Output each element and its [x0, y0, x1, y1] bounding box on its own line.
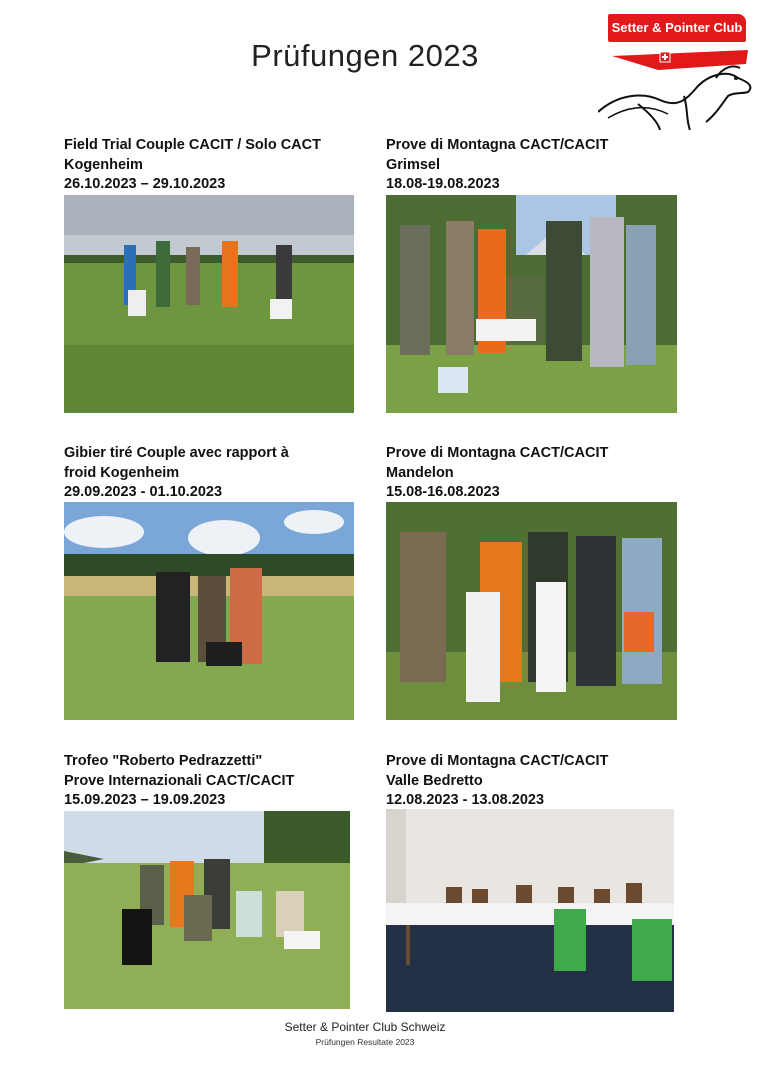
- event-location: Valle Bedretto: [386, 772, 483, 789]
- event-dates: 29.09.2023 - 01.10.2023: [64, 484, 223, 500]
- footer-organization: Setter & Pointer Club Schweiz: [284, 1020, 446, 1034]
- event-location: Kogenheim: [64, 156, 143, 173]
- event-title: Gibier tiré Couple avec rapport à: [64, 445, 289, 461]
- event-photo-5: [64, 811, 350, 1009]
- event-caption-3: [64, 444, 289, 503]
- event-photo-4: [386, 502, 677, 720]
- event-caption-6: [386, 752, 608, 811]
- event-photo-1: [64, 195, 354, 413]
- event-photo-3: [64, 502, 354, 720]
- event-location: Mandelon: [386, 464, 454, 481]
- event-location: Prove Internazionali CACT/CACIT: [64, 772, 295, 789]
- event-caption-4: [386, 444, 608, 503]
- event-title: Prove di Montagna CACT/CACIT: [386, 753, 609, 769]
- event-title: Field Trial Couple CACIT / Solo CACT: [64, 137, 321, 153]
- logo-banner: Setter & Pointer Club: [608, 14, 746, 42]
- event-caption-1: [64, 136, 321, 195]
- event-title: Trofeo "Roberto Pedrazzetti": [64, 753, 263, 769]
- event-location: Grimsel: [386, 156, 440, 173]
- event-dates: 12.08.2023 - 13.08.2023: [386, 792, 545, 808]
- event-dates: 18.08-19.08.2023: [386, 176, 500, 192]
- event-dates: 26.10.2023 – 29.10.2023: [64, 176, 226, 192]
- pointer-dog-logo-icon: [598, 34, 756, 130]
- event-caption-5: [64, 752, 294, 811]
- event-title: Prove di Montagna CACT/CACIT: [386, 137, 609, 153]
- event-photo-6: [386, 809, 674, 1012]
- event-dates: 15.09.2023 – 19.09.2023: [64, 792, 226, 808]
- club-logo: [598, 14, 756, 130]
- event-caption-2: [386, 136, 608, 195]
- event-photo-2: [386, 195, 677, 413]
- event-location: froid Kogenheim: [64, 464, 180, 481]
- page-title: Prüfungen 2023: [251, 38, 479, 73]
- event-title: Prove di Montagna CACT/CACIT: [386, 445, 609, 461]
- footer-subtitle: Prüfungen Resultate 2023: [315, 1037, 415, 1047]
- event-dates: 15.08-16.08.2023: [386, 484, 500, 500]
